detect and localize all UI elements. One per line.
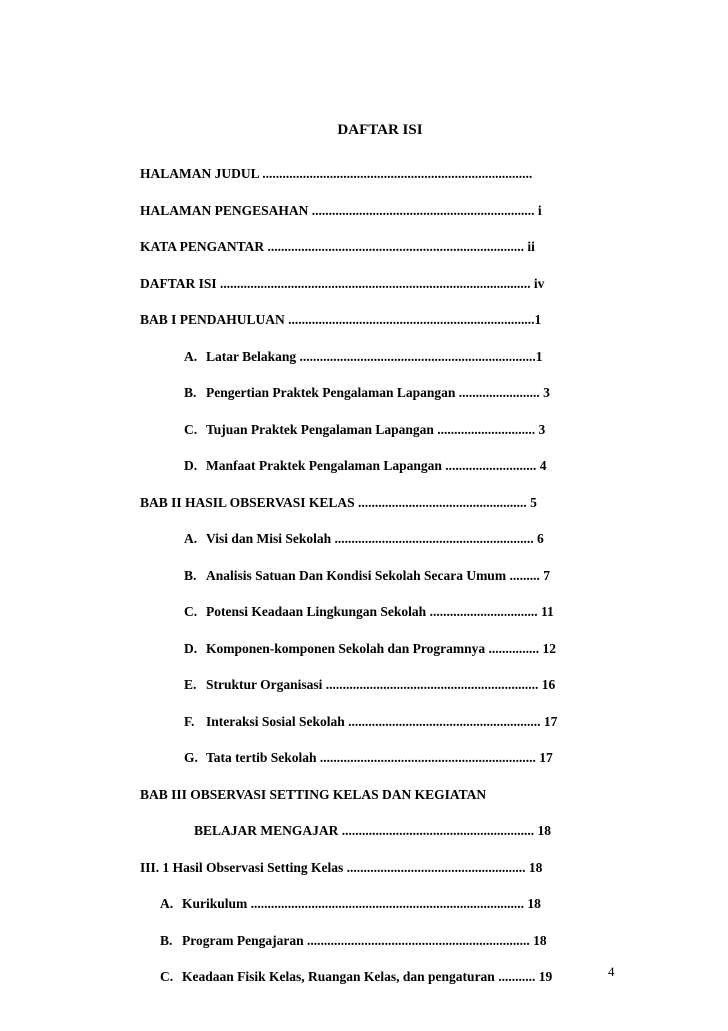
toc-entry-label: Potensi Keadaan Lingkungan Sekolah ................................ 11 [206,604,554,619]
toc-entry-letter: D. [184,458,198,473]
toc-entry [140,750,586,787]
toc-entry [140,385,586,422]
toc-entry-text [184,750,553,766]
document-title: DAFTAR ISI [337,122,423,138]
toc-entry-label: KATA PENGANTAR ............................................................................ ii [140,239,535,254]
toc-entry [140,458,586,495]
toc-entry-text [140,787,486,803]
toc-entry-text [184,349,543,365]
table-of-contents [140,166,586,1006]
toc-entry-letter: E. [184,677,197,692]
toc-entry [140,531,586,568]
page-number: 4 [608,964,615,979]
toc-entry-text [184,568,550,584]
toc-entry-label: Interaksi Sosial Sekolah ......................................................... 17 [206,713,558,729]
toc-entry-label: Visi dan Misi Sekolah ........................................................... 6 [206,531,544,546]
toc-entry-letter: A. [184,531,198,546]
toc-entry-text [140,312,541,328]
toc-entry [140,495,586,532]
toc-entry [140,714,586,751]
toc-entry-label: BAB II HASIL OBSERVASI KELAS .................................................. 5 [140,494,537,510]
toc-entry-letter: A. [184,348,198,364]
toc-entry [140,166,586,203]
toc-entry-letter: F. [184,713,195,729]
toc-entry-text [160,969,552,985]
toc-entry-text [184,641,556,657]
toc-entry [140,239,586,276]
toc-entry-text [184,385,550,401]
toc-entry-label: III. 1 Hasil Observasi Setting Kelas ..................................................... 18 [140,859,543,875]
toc-entry-label: Pengertian Praktek Pengalaman Lapangan ........................ 3 [206,385,550,400]
toc-entry [140,969,586,1006]
toc-entry-text [184,677,555,693]
toc-entry-text [184,714,557,730]
toc-entry-letter: C. [184,604,198,619]
toc-entry [140,896,586,933]
toc-entry-text [140,860,542,876]
toc-entry-label: Komponen-komponen Sekolah dan Programnya ............... 12 [206,640,557,656]
toc-entry-text [140,239,535,255]
toc-entry-letter: C. [160,969,174,984]
toc-entry [140,312,586,349]
toc-entry-text [184,422,545,438]
toc-entry-letter: G. [184,750,198,765]
toc-entry-label: Analisis Satuan Dan Kondisi Sekolah Secara Umum ......... 7 [206,567,550,583]
toc-entry [140,823,586,860]
toc-entry-text [140,495,537,511]
toc-entry-text [140,276,544,292]
toc-entry [140,349,586,386]
toc-entry-letter: B. [184,567,197,583]
toc-entry [140,276,586,313]
toc-entry-text [160,933,547,949]
toc-entry-text [140,203,542,219]
toc-entry-letter: C. [184,421,198,437]
toc-entry-label: HALAMAN PENGESAHAN .................................................................. i [140,202,542,218]
toc-entry-label: Latar Belakang ......................................................................1 [206,348,543,364]
toc-entry-label: Kurikulum ................................................................................. 18 [182,896,541,911]
toc-entry-text [140,166,532,182]
toc-entry-label: Tujuan Praktek Pengalaman Lapangan ............................. 3 [206,421,546,437]
toc-entry-label: Tata tertib Sekolah ................................................................ 17 [206,750,553,765]
toc-entry-label: Manfaat Praktek Pengalaman Lapangan ........................... 4 [206,458,547,473]
toc-entry-label: BAB III OBSERVASI SETTING KELAS DAN KEGIATAN [140,786,487,802]
toc-entry-text [184,458,547,474]
toc-entry-label: Program Pengajaran .................................................................. 18 [182,932,547,948]
toc-entry-label: BELAJAR MENGAJAR ......................................................... 18 [194,823,552,838]
toc-entry [140,604,586,641]
toc-entry [140,787,586,824]
toc-entry-text [194,823,551,839]
toc-entry [140,677,586,714]
toc-entry-label: DAFTAR ISI ............................................................................................ iv [140,275,545,291]
toc-entry [140,860,586,897]
toc-entry [140,641,586,678]
toc-entry [140,203,586,240]
toc-entry [140,568,586,605]
toc-entry-letter: D. [184,640,198,656]
toc-entry-letter: A. [160,896,174,911]
toc-entry-label: Struktur Organisasi ............................................................... 16 [206,677,556,692]
toc-entry-text [160,896,541,912]
toc-entry-letter: B. [160,932,173,948]
toc-entry [140,422,586,459]
toc-entry-letter: B. [184,385,197,400]
toc-entry-text [184,531,544,547]
toc-entry [140,933,586,970]
toc-entry-label: Keadaan Fisik Kelas, Ruangan Kelas, dan pengaturan ........... 19 [182,969,553,984]
toc-entry-label: HALAMAN JUDUL ................................................................................ [140,166,533,181]
toc-entry-label: BAB I PENDAHULUAN .........................................................................1 [140,312,542,327]
toc-entry-text [184,604,554,620]
